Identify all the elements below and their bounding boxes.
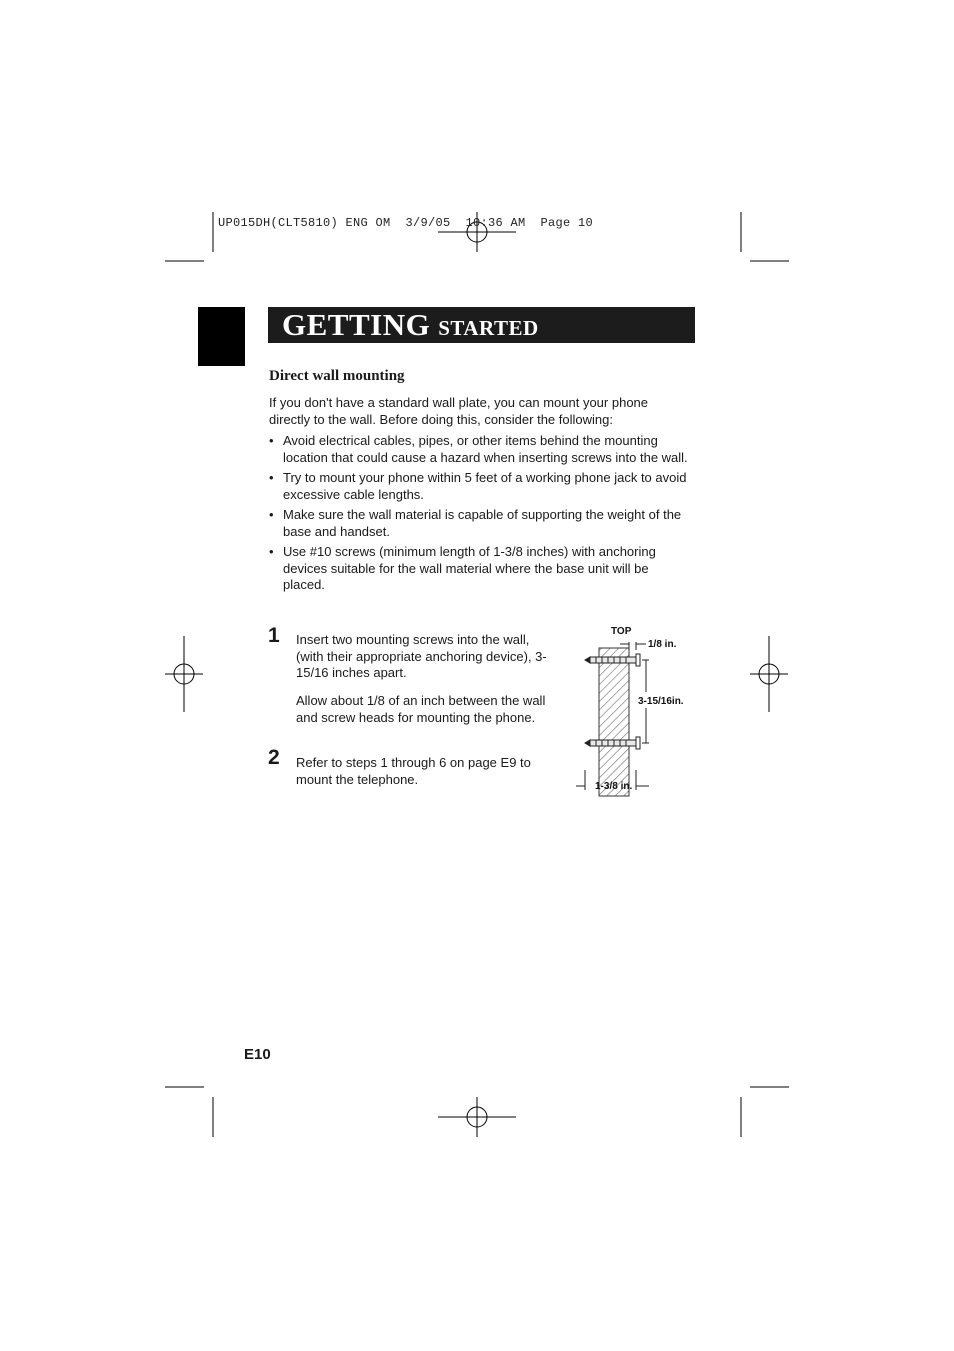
- page-number: E10: [244, 1046, 271, 1063]
- list-item: [269, 507, 694, 540]
- step-1-note: Allow about 1/8 of an inch between the wall and screw heads for mounting the phone.: [296, 693, 546, 725]
- page-title: [282, 307, 539, 343]
- considerations-list: [269, 433, 694, 598]
- list-item: [269, 470, 694, 503]
- intro-paragraph: If you don't have a standard wall plate, you can mount your phone directly to the wall. Before doing this, consider the following:: [269, 395, 649, 427]
- list-item: [269, 433, 694, 466]
- list-item-text: Try to mount your phone within 5 feet of a working phone jack to avoid excessive cable lengths.: [283, 470, 687, 502]
- label-gap: 1/8 in.: [648, 639, 677, 650]
- step-1-text: Insert two mounting screws into the wall, (with their appropriate anchoring device), 3-15/16 inches apart.: [296, 632, 547, 680]
- wall-section: [599, 648, 629, 796]
- label-length: 1-3/8 in.: [595, 781, 633, 792]
- bullet-icon: •: [269, 433, 274, 448]
- list-item-text: Make sure the wall material is capable of supporting the weight of the base and handset.: [283, 507, 682, 539]
- list-item-text: Use #10 screws (minimum length of 1-3/8 inches) with anchoring devices suitable for the wall material where the base unit will be placed.: [283, 544, 656, 592]
- bullet-icon: •: [269, 544, 274, 559]
- bullet-icon: •: [269, 470, 274, 485]
- step-2-number: 2: [268, 746, 280, 769]
- list-item: [269, 544, 694, 594]
- section-tab: [198, 307, 245, 366]
- step-2-text: Refer to steps 1 through 6 on page E9 to mount the telephone.: [296, 755, 531, 787]
- list-item-text: Avoid electrical cables, pipes, or other items behind the mounting location that could cause a hazard when inserting screws into the wall.: [283, 433, 688, 465]
- step-1-number: 1: [268, 624, 280, 647]
- wall-screw-diagram: [570, 620, 700, 800]
- section-heading: Direct wall mounting: [269, 368, 405, 384]
- title-small: STARTED: [438, 316, 539, 340]
- bullet-icon: •: [269, 507, 274, 522]
- print-slug: UP015DH(CLT5810) ENG OM 3/9/05 10:36 AM Page 10: [218, 216, 594, 230]
- title-large: GETTING: [282, 307, 431, 342]
- label-spacing: 3-15/16in.: [638, 696, 684, 707]
- label-top: TOP: [611, 626, 632, 637]
